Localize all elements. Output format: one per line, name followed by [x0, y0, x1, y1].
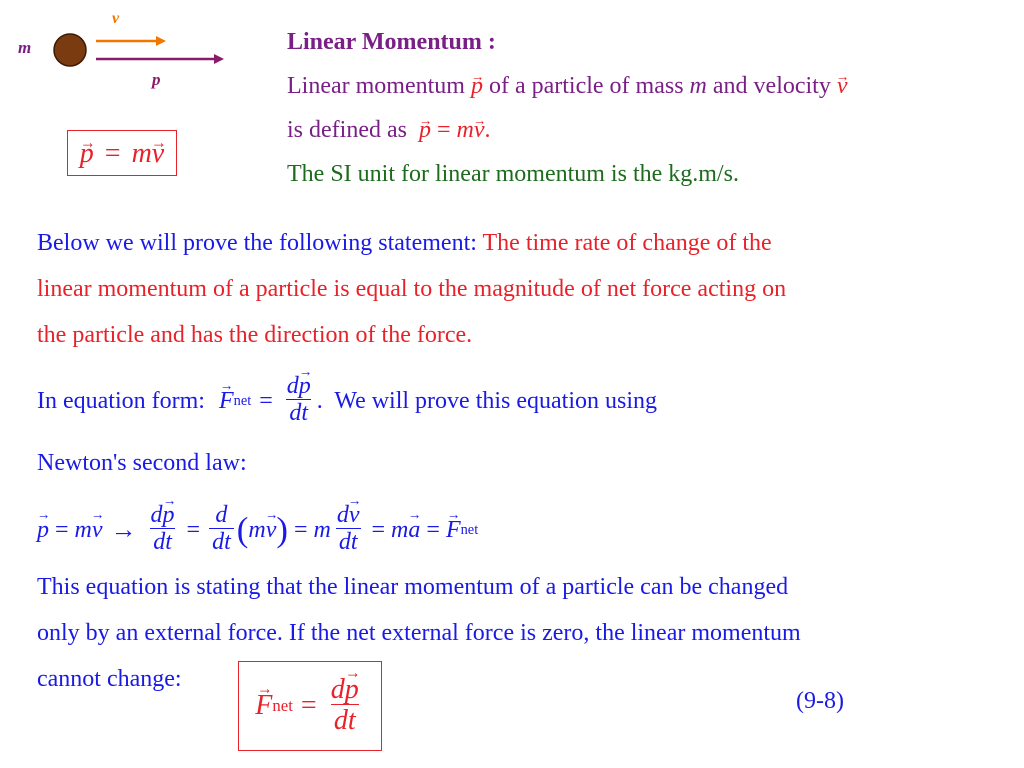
inline-equation: → F net = $\frac{d\to p}{dt}$: [219, 374, 317, 428]
section-title: Linear Momentum :: [287, 29, 496, 55]
formula-box-p-mv: → p = m→ v: [67, 130, 177, 176]
velocity-label: v: [112, 10, 120, 27]
momentum-label: p: [152, 70, 161, 89]
statement-line-3: the particle and has the direction of the force.: [37, 322, 473, 348]
equation-number: (9-8): [796, 688, 844, 714]
si-unit-line: The SI unit for linear momentum is the kg.m/s.: [287, 161, 739, 187]
newton-second-law-label: Newton's second law:: [37, 450, 247, 476]
vector-p: → p: [471, 64, 483, 108]
velocity-arrow: [94, 34, 174, 48]
statement-paragraph: [37, 220, 1007, 358]
definition-block: [287, 20, 1007, 196]
momentum-arrow: [94, 52, 234, 66]
momentum-diagram: [10, 8, 250, 98]
equation-form-label: In equation form:: [37, 387, 205, 414]
statement-line-2: linear momentum of a particle is equal to the magnitude of net force acting on: [37, 276, 787, 302]
definition-line-1: Linear momentum → p of a particle of mass m and velocity → v: [287, 64, 1007, 108]
vector-v: → v: [152, 131, 164, 177]
final-equation-box: → F net = $\frac{d\to p}{dt}$: [238, 661, 382, 751]
statement-intro: Below we will prove the following statement:: [37, 230, 477, 256]
mass-label: m: [18, 38, 32, 57]
statement-highlight: The time rate of change of the: [482, 230, 772, 256]
equation-form-after: . We will prove this equation using: [316, 387, 658, 414]
conclusion-paragraph: This equation is stating that the linear momentum of a particle can be changed only by an external force. If the net external force is zero, the linear momentum cannot change:: [37, 574, 801, 692]
vector-p: → p: [80, 131, 94, 177]
equation-form-line: [37, 364, 1007, 438]
mass-ball: [52, 32, 88, 68]
vector-v: → v: [837, 64, 848, 108]
derivation-equation: → p = m → v → $\frac{d\to p}{dt}$ = $\frac{d}{dt}$ ( m → v ) = m $\frac{d\to v}{dt}$ = m → a = → F net: [37, 492, 478, 568]
definition-line-2: is defined as → p = m→ v.: [287, 108, 1007, 152]
